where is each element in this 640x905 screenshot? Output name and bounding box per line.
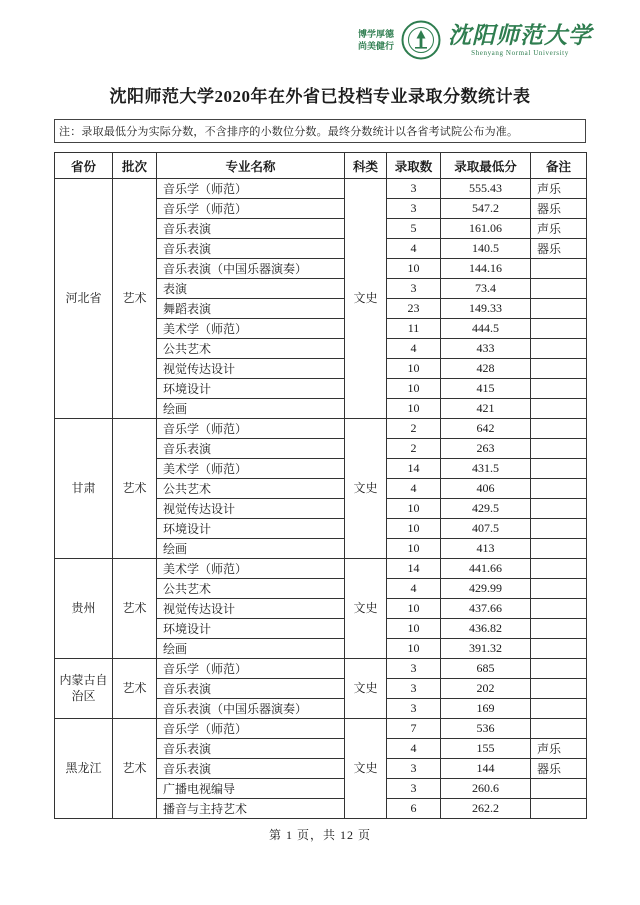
remark-cell xyxy=(531,559,587,579)
count-cell: 3 xyxy=(387,679,441,699)
min-score-cell: 642 xyxy=(441,419,531,439)
major-cell: 音乐学（师范） xyxy=(157,179,345,199)
column-header: 科类 xyxy=(345,153,387,179)
min-score-cell: 202 xyxy=(441,679,531,699)
count-cell: 11 xyxy=(387,319,441,339)
category-cell: 文史 xyxy=(345,559,387,659)
major-cell: 音乐表演 xyxy=(157,759,345,779)
column-header: 批次 xyxy=(113,153,157,179)
remark-cell: 声乐 xyxy=(531,739,587,759)
major-cell: 音乐学（师范） xyxy=(157,719,345,739)
count-cell: 3 xyxy=(387,199,441,219)
major-cell: 音乐表演（中国乐器演奏） xyxy=(157,699,345,719)
count-cell: 10 xyxy=(387,519,441,539)
min-score-cell: 260.6 xyxy=(441,779,531,799)
min-score-cell: 144.16 xyxy=(441,259,531,279)
min-score-cell: 421 xyxy=(441,399,531,419)
min-score-cell: 263 xyxy=(441,439,531,459)
count-cell: 3 xyxy=(387,699,441,719)
remark-cell xyxy=(531,279,587,299)
column-header: 录取数 xyxy=(387,153,441,179)
min-score-cell: 429.5 xyxy=(441,499,531,519)
count-cell: 10 xyxy=(387,359,441,379)
min-score-cell: 407.5 xyxy=(441,519,531,539)
score-table xyxy=(54,152,587,819)
major-cell: 广播电视编导 xyxy=(157,779,345,799)
university-name-block xyxy=(448,24,592,57)
count-cell: 14 xyxy=(387,559,441,579)
major-cell: 绘画 xyxy=(157,639,345,659)
category-cell: 文史 xyxy=(345,659,387,719)
major-cell: 公共艺术 xyxy=(157,479,345,499)
min-score-cell: 555.43 xyxy=(441,179,531,199)
major-cell: 音乐表演 xyxy=(157,219,345,239)
remark-cell xyxy=(531,379,587,399)
min-score-cell: 73.4 xyxy=(441,279,531,299)
university-motto xyxy=(358,28,394,52)
count-cell: 2 xyxy=(387,419,441,439)
major-cell: 音乐表演 xyxy=(157,439,345,459)
min-score-cell: 149.33 xyxy=(441,299,531,319)
major-cell: 公共艺术 xyxy=(157,579,345,599)
major-cell: 美术学（师范） xyxy=(157,459,345,479)
remark-cell xyxy=(531,299,587,319)
min-score-cell: 155 xyxy=(441,739,531,759)
count-cell: 4 xyxy=(387,479,441,499)
major-cell: 音乐表演 xyxy=(157,679,345,699)
remark-cell xyxy=(531,619,587,639)
major-cell: 公共艺术 xyxy=(157,339,345,359)
major-cell: 绘画 xyxy=(157,539,345,559)
remark-cell xyxy=(531,599,587,619)
count-cell: 10 xyxy=(387,619,441,639)
remark-cell xyxy=(531,419,587,439)
min-score-cell: 536 xyxy=(441,719,531,739)
table-row xyxy=(55,179,587,199)
province-cell: 河北省 xyxy=(55,179,113,419)
remark-cell xyxy=(531,499,587,519)
min-score-cell: 406 xyxy=(441,479,531,499)
remark-cell xyxy=(531,539,587,559)
remark-cell xyxy=(531,459,587,479)
count-cell: 10 xyxy=(387,399,441,419)
motto-line-1: 博学厚德 xyxy=(357,28,394,39)
remark-cell xyxy=(531,439,587,459)
min-score-cell: 413 xyxy=(441,539,531,559)
motto-line-2: 尚美健行 xyxy=(357,41,394,51)
major-cell: 美术学（师范） xyxy=(157,319,345,339)
page-number: 第 1 页，共 12 页 xyxy=(268,828,371,842)
count-cell: 6 xyxy=(387,799,441,819)
major-cell: 美术学（师范） xyxy=(157,559,345,579)
batch-cell: 艺术 xyxy=(113,719,157,819)
batch-cell: 艺术 xyxy=(113,179,157,419)
count-cell: 4 xyxy=(387,739,441,759)
remark-cell xyxy=(531,579,587,599)
major-cell: 音乐表演 xyxy=(157,239,345,259)
column-header: 省份 xyxy=(55,153,113,179)
min-score-cell: 547.2 xyxy=(441,199,531,219)
min-score-cell: 441.66 xyxy=(441,559,531,579)
remark-cell: 器乐 xyxy=(531,759,587,779)
count-cell: 5 xyxy=(387,219,441,239)
batch-cell: 艺术 xyxy=(113,559,157,659)
remark-cell xyxy=(531,399,587,419)
major-cell: 音乐学（师范） xyxy=(157,199,345,219)
column-header: 备注 xyxy=(531,153,587,179)
remark-cell xyxy=(531,699,587,719)
major-cell: 视觉传达设计 xyxy=(157,359,345,379)
count-cell: 10 xyxy=(387,499,441,519)
remark-cell xyxy=(531,779,587,799)
remark-cell xyxy=(531,679,587,699)
table-row xyxy=(55,659,587,679)
min-score-cell: 169 xyxy=(441,699,531,719)
major-cell: 音乐表演（中国乐器演奏） xyxy=(157,259,345,279)
count-cell: 14 xyxy=(387,459,441,479)
count-cell: 3 xyxy=(387,659,441,679)
major-cell: 视觉传达设计 xyxy=(157,599,345,619)
remark-cell xyxy=(531,479,587,499)
batch-cell: 艺术 xyxy=(113,419,157,559)
province-cell: 内蒙古自治区 xyxy=(55,659,113,719)
count-cell: 10 xyxy=(387,379,441,399)
remark-cell: 声乐 xyxy=(531,219,587,239)
count-cell: 4 xyxy=(387,579,441,599)
min-score-cell: 144 xyxy=(441,759,531,779)
min-score-cell: 391.32 xyxy=(441,639,531,659)
remark-cell xyxy=(531,359,587,379)
province-cell: 贵州 xyxy=(55,559,113,659)
remark-cell xyxy=(531,799,587,819)
min-score-cell: 444.5 xyxy=(441,319,531,339)
count-cell: 3 xyxy=(387,179,441,199)
column-header: 录取最低分 xyxy=(441,153,531,179)
min-score-cell: 415 xyxy=(441,379,531,399)
remark-cell xyxy=(531,719,587,739)
major-cell: 音乐学（师范） xyxy=(157,419,345,439)
score-table-body xyxy=(55,179,587,819)
min-score-cell: 140.5 xyxy=(441,239,531,259)
count-cell: 3 xyxy=(387,759,441,779)
min-score-cell: 685 xyxy=(441,659,531,679)
remark-cell: 器乐 xyxy=(531,239,587,259)
category-cell: 文史 xyxy=(345,179,387,419)
count-cell: 10 xyxy=(387,259,441,279)
major-cell: 环境设计 xyxy=(157,379,345,399)
min-score-cell: 437.66 xyxy=(441,599,531,619)
province-cell: 黑龙江 xyxy=(55,719,113,819)
remark-cell: 器乐 xyxy=(531,199,587,219)
remark-cell xyxy=(531,339,587,359)
remark-cell xyxy=(531,519,587,539)
university-name-english: Shenyang Normal University xyxy=(471,48,569,57)
university-logo-icon xyxy=(401,20,441,60)
count-cell: 3 xyxy=(387,779,441,799)
min-score-cell: 428 xyxy=(441,359,531,379)
university-name: 沈阳师范大学 xyxy=(448,22,592,48)
count-cell: 10 xyxy=(387,539,441,559)
min-score-cell: 431.5 xyxy=(441,459,531,479)
major-cell: 表演 xyxy=(157,279,345,299)
major-cell: 舞蹈表演 xyxy=(157,299,345,319)
table-row xyxy=(55,719,587,739)
count-cell: 23 xyxy=(387,299,441,319)
remark-cell xyxy=(531,659,587,679)
count-cell: 4 xyxy=(387,239,441,259)
min-score-cell: 429.99 xyxy=(441,579,531,599)
major-cell: 环境设计 xyxy=(157,619,345,639)
count-cell: 10 xyxy=(387,639,441,659)
remark-cell xyxy=(531,319,587,339)
count-cell: 7 xyxy=(387,719,441,739)
major-cell: 绘画 xyxy=(157,399,345,419)
count-cell: 10 xyxy=(387,599,441,619)
count-cell: 3 xyxy=(387,279,441,299)
min-score-cell: 433 xyxy=(441,339,531,359)
table-header-row xyxy=(55,153,587,179)
remark-cell: 声乐 xyxy=(531,179,587,199)
major-cell: 音乐学（师范） xyxy=(157,659,345,679)
note-box: 注：录取最低分为实际分数，不含排序的小数位分数。最终分数统计以各省考试院公布为准。 xyxy=(54,119,586,143)
min-score-cell: 161.06 xyxy=(441,219,531,239)
category-cell: 文史 xyxy=(345,419,387,559)
table-row xyxy=(55,559,587,579)
remark-cell xyxy=(531,639,587,659)
major-cell: 音乐表演 xyxy=(157,739,345,759)
major-cell: 播音与主持艺术 xyxy=(157,799,345,819)
page-title: 沈阳师范大学2020年在外省已投档专业录取分数统计表 xyxy=(109,87,531,106)
letterhead xyxy=(54,12,592,68)
major-cell: 视觉传达设计 xyxy=(157,499,345,519)
count-cell: 2 xyxy=(387,439,441,459)
province-cell: 甘肃 xyxy=(55,419,113,559)
major-cell: 环境设计 xyxy=(157,519,345,539)
column-header: 专业名称 xyxy=(157,153,345,179)
category-cell: 文史 xyxy=(345,719,387,819)
table-row xyxy=(55,419,587,439)
count-cell: 4 xyxy=(387,339,441,359)
min-score-cell: 262.2 xyxy=(441,799,531,819)
batch-cell: 艺术 xyxy=(113,659,157,719)
remark-cell xyxy=(531,259,587,279)
min-score-cell: 436.82 xyxy=(441,619,531,639)
